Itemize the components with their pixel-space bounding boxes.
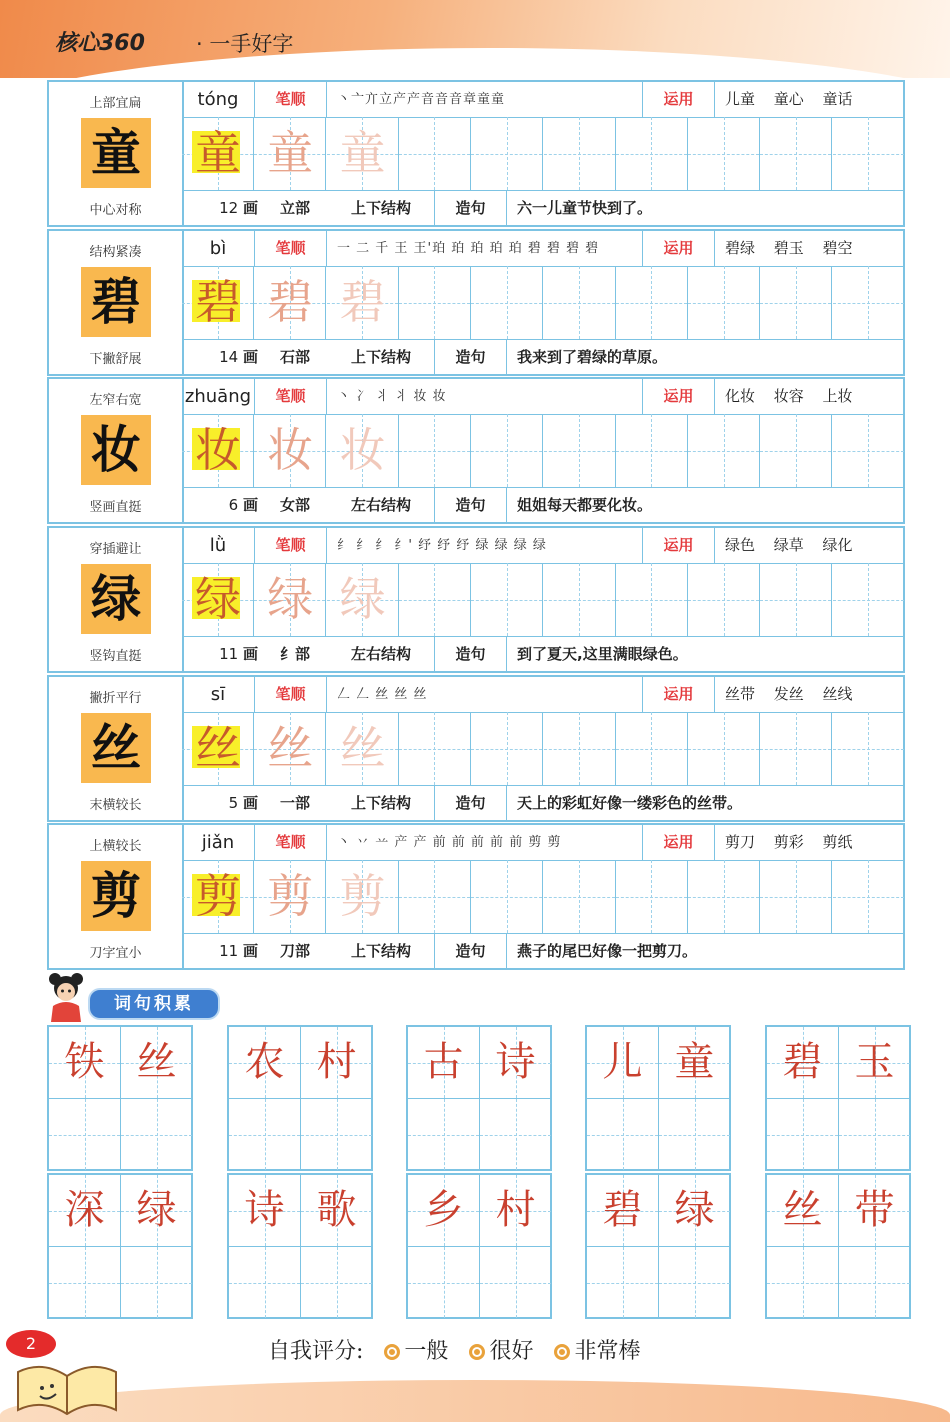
trace-char: 妆 [195, 423, 241, 477]
header-subtitle: · 一手好字 [196, 32, 294, 56]
trace-char: 碧 [267, 275, 314, 329]
word-cell[interactable] [767, 1099, 838, 1170]
info-row [182, 379, 905, 415]
writing-cell[interactable] [182, 860, 254, 933]
usage-label: 运用 [642, 528, 714, 563]
word-cell[interactable] [408, 1027, 479, 1098]
writing-grid [182, 266, 905, 339]
word-cell[interactable] [121, 1175, 192, 1246]
stroke-count: 11 画 [219, 645, 258, 663]
stroke-count: 14 画 [219, 348, 258, 366]
page-number: 2 [6, 1330, 56, 1358]
writing-cell[interactable] [327, 860, 399, 933]
word-cell[interactable] [301, 1099, 372, 1170]
detail-row [182, 487, 905, 523]
word-char: 绿 [674, 1187, 715, 1233]
trace-char: 绿 [267, 572, 314, 626]
character-card [47, 675, 905, 822]
trace-char: 碧 [195, 275, 241, 329]
word-cell[interactable] [301, 1175, 372, 1246]
word-char: 铁 [64, 1039, 105, 1085]
word-cell[interactable] [121, 1027, 192, 1098]
word-char: 村 [316, 1039, 357, 1085]
stroke-count: 5 画 [228, 794, 258, 812]
word-char: 碧 [782, 1039, 823, 1085]
word-cell[interactable] [659, 1247, 730, 1318]
word-char: 歌 [316, 1187, 357, 1233]
info-row [182, 528, 905, 564]
word-char: 碧 [602, 1187, 643, 1233]
footer-wave [0, 1380, 950, 1422]
writing-cell[interactable] [399, 117, 471, 190]
word-cell[interactable] [659, 1175, 730, 1246]
writing-cell[interactable] [688, 117, 760, 190]
writing-cell[interactable] [399, 414, 471, 487]
stroke-order: 丶 冫 丬 丬 妆 妆 [326, 379, 642, 414]
char-tip-cell [49, 379, 184, 522]
writing-cell[interactable] [471, 414, 543, 487]
word-cell[interactable] [587, 1175, 658, 1246]
trace-char: 妆 [339, 423, 386, 477]
writing-cell[interactable] [760, 563, 832, 636]
stroke-count: 12 画 [219, 199, 258, 217]
sentence: 到了夏天,这里满眼绿色。 [506, 637, 905, 672]
word-box [227, 1173, 373, 1319]
pinyin: bì [209, 238, 227, 259]
writing-cell[interactable] [760, 414, 832, 487]
writing-cell[interactable] [616, 712, 688, 785]
char-tip-cell [49, 231, 184, 374]
writing-cell[interactable] [833, 117, 905, 190]
character-card [47, 229, 905, 376]
word-box [585, 1025, 731, 1171]
usage-words: 碧绿 碧玉 碧空 [714, 231, 905, 266]
tip-bottom: 中心对称 [89, 203, 142, 218]
model-char: 童 [81, 118, 151, 188]
stroke-order: 丶亠亣立产产音音音章童童 [326, 82, 642, 117]
writing-cell[interactable] [399, 563, 471, 636]
writing-grid [182, 563, 905, 636]
structure: 上下结构 [350, 942, 411, 960]
circle-icon [469, 1344, 485, 1360]
writing-grid [182, 860, 905, 933]
word-cell[interactable] [49, 1175, 120, 1246]
writing-cell[interactable] [254, 414, 326, 487]
usage-label: 运用 [642, 82, 714, 117]
word-char: 深 [64, 1187, 105, 1233]
writing-cell[interactable] [182, 117, 254, 190]
char-tip-cell [49, 677, 184, 820]
trace-char: 童 [267, 126, 314, 180]
writing-cell[interactable] [471, 860, 543, 933]
model-char: 妆 [81, 415, 151, 485]
writing-cell[interactable] [688, 712, 760, 785]
tip-top: 上横较长 [89, 839, 142, 854]
writing-cell[interactable] [688, 860, 760, 933]
word-cell[interactable] [229, 1099, 300, 1170]
word-cell[interactable] [587, 1247, 658, 1318]
info-row [182, 82, 905, 118]
trace-char: 丝 [195, 721, 241, 775]
writing-cell[interactable] [544, 860, 616, 933]
model-char: 丝 [81, 713, 151, 783]
detail-row [182, 785, 905, 821]
word-char: 玉 [854, 1039, 895, 1085]
usage-label: 运用 [642, 231, 714, 266]
writing-cell[interactable] [544, 414, 616, 487]
word-char: 绿 [136, 1187, 177, 1233]
word-char: 带 [854, 1187, 895, 1233]
sentence-label: 造句 [434, 934, 506, 969]
word-cell[interactable] [480, 1027, 551, 1098]
rating-option-great[interactable]: 非常棒 [554, 1339, 640, 1364]
word-char: 儿 [602, 1039, 643, 1085]
sentence: 燕子的尾巴好像一把剪刀。 [506, 934, 905, 969]
writing-cell[interactable] [254, 860, 326, 933]
writing-cell[interactable] [544, 712, 616, 785]
trace-char: 剪 [195, 869, 241, 923]
header-title: 核心360 [55, 31, 145, 56]
word-cell[interactable] [121, 1247, 192, 1318]
detail-row [182, 190, 905, 226]
writing-cell[interactable] [616, 117, 688, 190]
writing-cell[interactable] [833, 712, 905, 785]
word-cell[interactable] [408, 1247, 479, 1318]
word-cell[interactable] [839, 1027, 910, 1098]
pinyin: tóng [197, 89, 239, 110]
usage-words: 儿童 童心 童话 [714, 82, 905, 117]
sentence-label: 造句 [434, 786, 506, 821]
writing-cell[interactable] [616, 266, 688, 339]
usage-words: 丝带 发丝 丝线 [714, 677, 905, 712]
structure: 左右结构 [350, 645, 411, 663]
word-cell[interactable] [587, 1099, 658, 1170]
writing-cell[interactable] [182, 414, 254, 487]
sentence: 姐姐每天都要化妆。 [506, 488, 905, 523]
section-title: 词句积累 [88, 988, 220, 1020]
word-box [406, 1025, 552, 1171]
detail-row [182, 933, 905, 969]
writing-cell[interactable] [327, 414, 399, 487]
word-cell[interactable] [839, 1247, 910, 1318]
stroke-count: 6 画 [228, 496, 258, 514]
writing-grid [182, 117, 905, 190]
stroke-count: 11 画 [219, 942, 258, 960]
tip-bottom: 竖钩直挺 [89, 649, 142, 664]
writing-cell[interactable] [471, 712, 543, 785]
word-cell[interactable] [839, 1175, 910, 1246]
pinyin: lǜ [209, 535, 227, 556]
writing-cell[interactable] [688, 414, 760, 487]
word-cell[interactable] [659, 1099, 730, 1170]
writing-cell[interactable] [833, 266, 905, 339]
rating-option-good[interactable]: 很好 [469, 1339, 533, 1364]
sentence: 天上的彩虹好像一缕彩色的丝带。 [506, 786, 905, 821]
usage-words: 化妆 妆容 上妆 [714, 379, 905, 414]
pinyin: jiǎn [201, 832, 235, 853]
trace-char: 剪 [339, 869, 386, 923]
tip-top: 上部宜扁 [89, 96, 142, 111]
word-char: 童 [674, 1039, 715, 1085]
word-box [406, 1173, 552, 1319]
self-rating [268, 1334, 654, 1365]
stroke-order-label: 笔顺 [254, 528, 326, 563]
trace-char: 童 [339, 126, 386, 180]
writing-cell[interactable] [833, 414, 905, 487]
word-cell[interactable] [229, 1175, 300, 1246]
tip-top: 左窄右宽 [89, 393, 142, 408]
char-tip-cell [49, 825, 184, 968]
word-char: 古 [423, 1039, 464, 1085]
detail-row [182, 636, 905, 672]
word-cell[interactable] [480, 1247, 551, 1318]
radical: 纟部 [279, 645, 310, 663]
word-char: 诗 [495, 1039, 536, 1085]
sentence-label: 造句 [434, 488, 506, 523]
writing-cell[interactable] [544, 563, 616, 636]
writing-cell[interactable] [833, 860, 905, 933]
structure: 上下结构 [350, 348, 411, 366]
writing-cell[interactable] [760, 712, 832, 785]
structure: 上下结构 [350, 794, 411, 812]
stroke-order-label: 笔顺 [254, 82, 326, 117]
word-box [585, 1173, 731, 1319]
word-cell[interactable] [767, 1027, 838, 1098]
info-row [182, 825, 905, 861]
word-cell[interactable] [767, 1175, 838, 1246]
word-cell[interactable] [301, 1247, 372, 1318]
writing-cell[interactable] [399, 860, 471, 933]
stroke-order: 纟 纟 纟 纟' 纾 纾 纾 绿 绿 绿 绿 [326, 528, 642, 563]
stroke-order: 一 二 千 王 王'珀 珀 珀 珀 珀 碧 碧 碧 碧 [326, 231, 642, 266]
pinyin: sī [210, 684, 226, 705]
usage-label: 运用 [642, 825, 714, 860]
tip-top: 结构紧凑 [89, 245, 142, 260]
writing-cell[interactable] [616, 860, 688, 933]
open-book-icon [12, 1352, 122, 1416]
word-cell[interactable] [408, 1175, 479, 1246]
writing-cell[interactable] [760, 860, 832, 933]
tip-bottom: 下撇舒展 [89, 352, 142, 367]
trace-char: 丝 [339, 721, 386, 775]
word-char: 农 [244, 1039, 285, 1085]
writing-cell[interactable] [471, 266, 543, 339]
word-cell[interactable] [49, 1247, 120, 1318]
usage-label: 运用 [642, 379, 714, 414]
word-cell[interactable] [408, 1099, 479, 1170]
writing-cell[interactable] [254, 563, 326, 636]
radical: 女部 [279, 496, 310, 514]
stroke-order-label: 笔顺 [254, 677, 326, 712]
writing-cell[interactable] [327, 563, 399, 636]
word-cell[interactable] [229, 1247, 300, 1318]
writing-cell[interactable] [327, 117, 399, 190]
trace-char: 绿 [339, 572, 386, 626]
writing-cell[interactable] [833, 563, 905, 636]
word-box [227, 1025, 373, 1171]
model-char: 碧 [81, 267, 151, 337]
radical: 一部 [279, 794, 310, 812]
word-char: 村 [495, 1187, 536, 1233]
writing-cell[interactable] [688, 266, 760, 339]
girl-mascot-icon [44, 972, 88, 1022]
word-box [47, 1173, 193, 1319]
writing-cell[interactable] [254, 266, 326, 339]
character-card [47, 526, 905, 673]
writing-cell[interactable] [182, 712, 254, 785]
info-row [182, 231, 905, 267]
writing-cell[interactable] [399, 266, 471, 339]
rating-label: 自我评分: [268, 1339, 364, 1364]
tip-bottom: 末横较长 [89, 798, 142, 813]
writing-cell[interactable] [182, 563, 254, 636]
writing-cell[interactable] [544, 266, 616, 339]
writing-cell[interactable] [327, 712, 399, 785]
radical: 刀部 [279, 942, 310, 960]
structure: 左右结构 [350, 496, 411, 514]
word-cell[interactable] [121, 1099, 192, 1170]
circle-icon [384, 1344, 400, 1360]
character-card [47, 823, 905, 970]
tip-bottom: 刀字宜小 [89, 946, 142, 961]
writing-cell[interactable] [399, 712, 471, 785]
writing-cell[interactable] [254, 117, 326, 190]
word-cell[interactable] [480, 1175, 551, 1246]
word-cell[interactable] [49, 1027, 120, 1098]
stroke-order-label: 笔顺 [254, 231, 326, 266]
word-cell[interactable] [587, 1027, 658, 1098]
writing-cell[interactable] [254, 712, 326, 785]
character-card [47, 377, 905, 524]
writing-grid [182, 712, 905, 785]
tip-top: 穿插避让 [89, 542, 142, 557]
detail-row [182, 339, 905, 375]
word-char: 诗 [244, 1187, 285, 1233]
model-char: 剪 [81, 861, 151, 931]
sentence-label: 造句 [434, 340, 506, 375]
usage-words: 剪刀 剪彩 剪纸 [714, 825, 905, 860]
writing-cell[interactable] [182, 266, 254, 339]
tip-top: 撇折平行 [89, 691, 142, 706]
stroke-order: 丶 丷 䒑 产 产 前 前 前 前 前 剪 剪 [326, 825, 642, 860]
word-cell[interactable] [480, 1099, 551, 1170]
trace-char: 剪 [267, 869, 314, 923]
char-tip-cell [49, 528, 184, 671]
tip-bottom: 竖画直挺 [89, 500, 142, 515]
writing-grid [182, 414, 905, 487]
word-cell[interactable] [839, 1099, 910, 1170]
pinyin: zhuāng [184, 386, 252, 407]
info-row [182, 677, 905, 713]
word-cell[interactable] [49, 1099, 120, 1170]
word-cell[interactable] [659, 1027, 730, 1098]
model-char: 绿 [81, 564, 151, 634]
trace-char: 绿 [195, 572, 241, 626]
rating-option-ok[interactable]: 一般 [384, 1339, 448, 1364]
stroke-order: 𠃋 𠃋 丝 丝 丝 [326, 677, 642, 712]
writing-cell[interactable] [760, 117, 832, 190]
sentence-label: 造句 [434, 637, 506, 672]
trace-char: 妆 [267, 423, 314, 477]
word-char: 乡 [423, 1187, 464, 1233]
radical: 立部 [279, 199, 310, 217]
trace-char: 童 [195, 126, 241, 180]
writing-cell[interactable] [544, 117, 616, 190]
word-cell[interactable] [229, 1027, 300, 1098]
structure: 上下结构 [350, 199, 411, 217]
word-box [47, 1025, 193, 1171]
circle-icon [554, 1344, 570, 1360]
usage-label: 运用 [642, 677, 714, 712]
sentence: 我来到了碧绿的草原。 [506, 340, 905, 375]
writing-cell[interactable] [688, 563, 760, 636]
word-char: 丝 [782, 1187, 823, 1233]
word-char: 丝 [136, 1039, 177, 1085]
char-tip-cell [49, 82, 184, 225]
sentence-label: 造句 [434, 191, 506, 226]
word-box [765, 1025, 911, 1171]
writing-cell[interactable] [760, 266, 832, 339]
trace-char: 碧 [339, 275, 386, 329]
character-card [47, 80, 905, 227]
writing-cell[interactable] [327, 266, 399, 339]
writing-cell[interactable] [471, 117, 543, 190]
word-cell[interactable] [301, 1027, 372, 1098]
writing-cell[interactable] [616, 563, 688, 636]
usage-words: 绿色 绿草 绿化 [714, 528, 905, 563]
writing-cell[interactable] [616, 414, 688, 487]
word-cell[interactable] [767, 1247, 838, 1318]
stroke-order-label: 笔顺 [254, 825, 326, 860]
writing-cell[interactable] [471, 563, 543, 636]
word-box [765, 1173, 911, 1319]
stroke-order-label: 笔顺 [254, 379, 326, 414]
sentence: 六一儿童节快到了。 [506, 191, 905, 226]
radical: 石部 [279, 348, 310, 366]
trace-char: 丝 [267, 721, 314, 775]
